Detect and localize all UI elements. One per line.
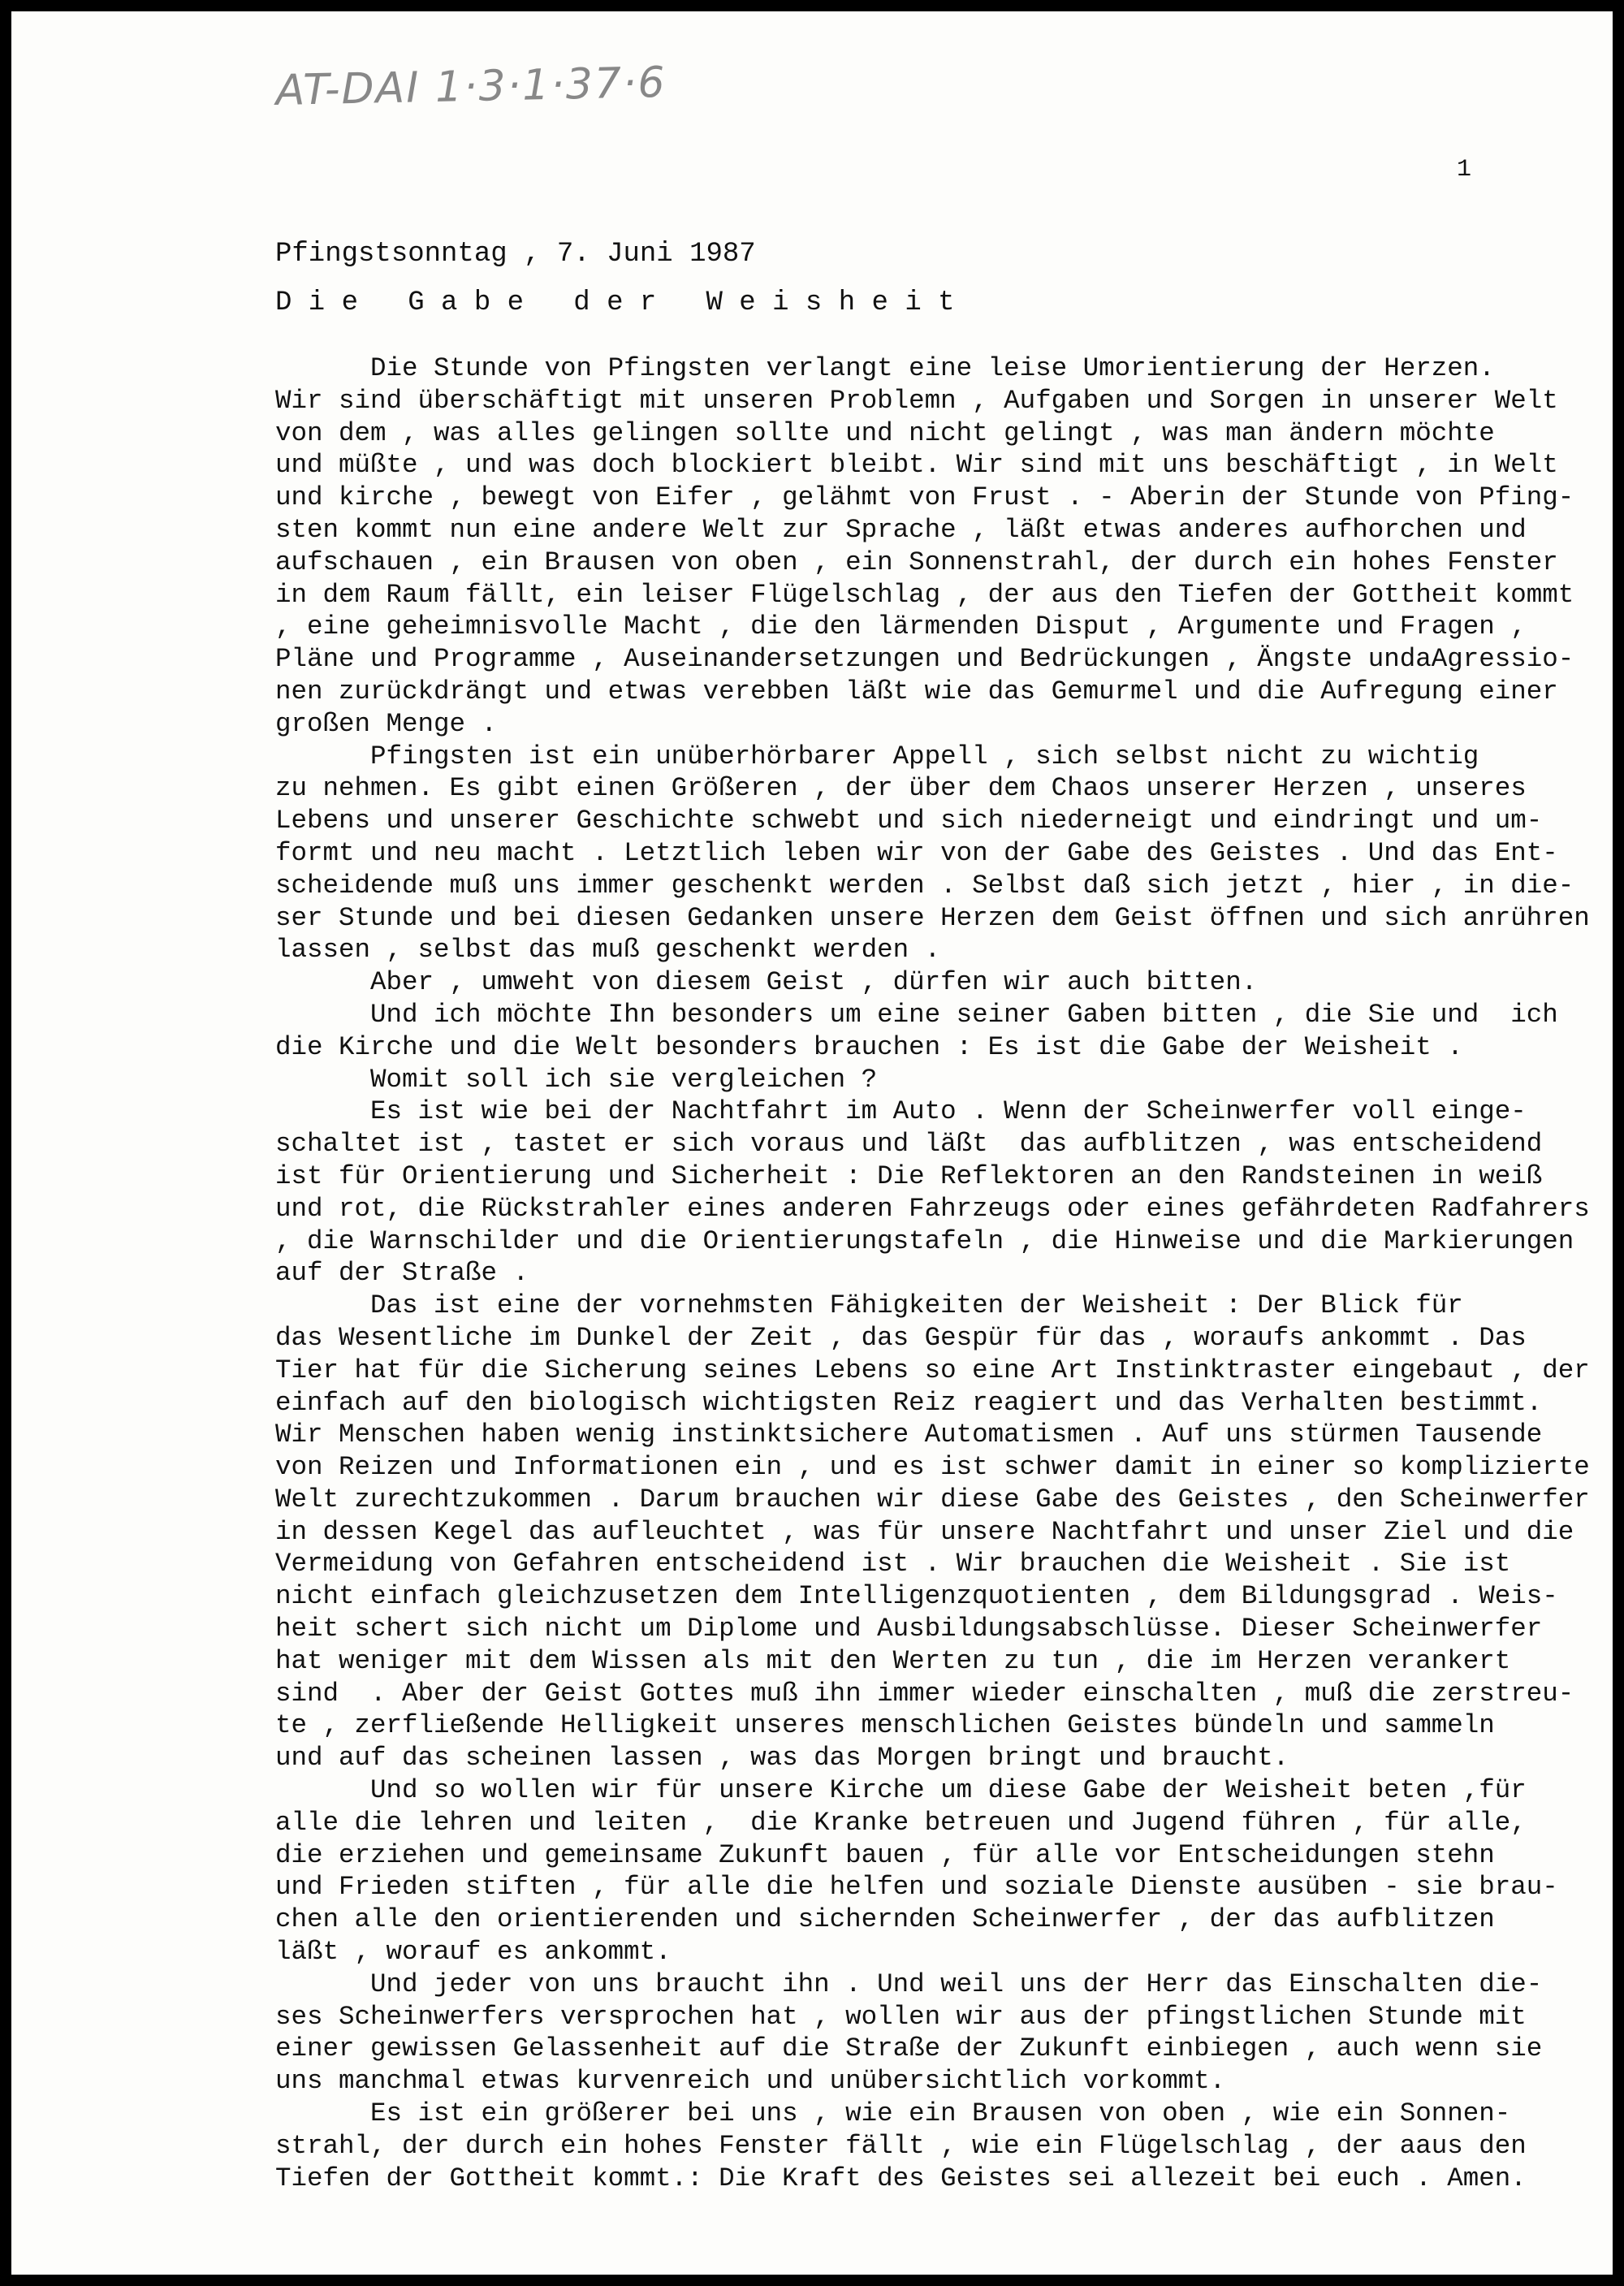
text-line: Es ist ein größerer bei uns , wie ein Brausen von oben , wie ein Sonnen-	[275, 2098, 1511, 2129]
text-line: hat weniger mit dem Wissen als mit den Werten zu tun , die im Herzen verankert	[275, 1645, 1511, 1676]
text-line: alle die lehren und leiten , die Kranke betreuen und Jugend führen , für alle,	[275, 1807, 1527, 1838]
text-line: , die Warnschilder und die Orientierungstafeln , die Hinweise und die Markierungen	[275, 1225, 1574, 1256]
text-line: großen Menge .	[275, 708, 498, 739]
text-line: von Reizen und Informationen ein , und es ist schwer damit in einer so komplizierte	[275, 1452, 1590, 1483]
text-line: Und ich möchte Ihn besonders um eine seiner Gaben bitten , die Sie und ich	[275, 999, 1558, 1030]
text-line: und kirche , bewegt von Eifer , gelähmt von Frust . - Aberin der Stunde von Pfing-	[275, 482, 1574, 513]
body-text	[275, 352, 1590, 2194]
text-line: ist für Orientierung und Sicherheit : Die Reflektoren an den Randsteinen in weiß	[275, 1160, 1543, 1191]
text-line: te , zerfließende Helligkeit unseres menschlichen Geistes bündeln und sammeln	[275, 1710, 1495, 1741]
text-line: Welt zurechtzukommen . Darum brauchen wir diese Gabe des Geistes , den Scheinwerfer	[275, 1484, 1590, 1515]
text-line: Lebens und unserer Geschichte schwebt und sich niederneigt und eindringt und um-	[275, 806, 1543, 836]
text-line: Tiefen der Gottheit kommt.: Die Kraft des Geistes sei allezeit bei euch . Amen.	[275, 2163, 1527, 2193]
document-title: D i e G a b e d e r W e i s h e i t	[275, 287, 955, 318]
text-line: auf der Straße .	[275, 1258, 529, 1289]
archive-reference: AT-DAI 1·3·1·37·6	[275, 58, 667, 115]
text-line: Es ist wie bei der Nachtfahrt im Auto . Wenn der Scheinwerfer voll einge-	[275, 1096, 1527, 1127]
text-line: Tier hat für die Sicherung seines Lebens so eine Art Instinktraster eingebaut , der	[275, 1355, 1590, 1385]
text-line: lassen , selbst das muß geschenkt werden .	[275, 935, 941, 966]
text-line: Wir sind überschäftigt mit unseren Problemn , Aufgaben und Sorgen in unserer Welt	[275, 385, 1558, 416]
text-line: aufschauen , ein Brausen von oben , ein Sonnenstrahl, der durch ein hohes Fenster	[275, 547, 1558, 577]
text-line: in dessen Kegel das aufleuchtet , was für unsere Nachtfahrt und unser Ziel und die	[275, 1516, 1574, 1547]
text-line: sind . Aber der Geist Gottes muß ihn immer wieder einschalten , muß die zerstreu-	[275, 1678, 1574, 1709]
text-line: scheidende muß uns immer geschenkt werden . Selbst daß sich jetzt , hier , in die-	[275, 870, 1574, 901]
text-line: Das ist eine der vornehmsten Fähigkeiten der Weisheit : Der Blick für	[275, 1290, 1463, 1321]
text-line: von dem , was alles gelingen sollte und nicht gelingt , was man ändern möchte	[275, 417, 1495, 448]
text-line: Die Stunde von Pfingsten verlangt eine leise Umorientierung der Herzen.	[275, 353, 1495, 383]
text-line: Vermeidung von Gefahren entscheidend ist . Wir brauchen die Weisheit . Sie ist	[275, 1549, 1511, 1579]
text-line: Wir Menschen haben wenig instinktsichere Automatismen . Auf uns stürmen Tausende	[275, 1420, 1543, 1450]
text-line: strahl, der durch ein hohes Fenster fällt , wie ein Flügelschlag , der aaus den	[275, 2130, 1527, 2161]
text-line: Pfingsten ist ein unüberhörbarer Appell , sich selbst nicht zu wichtig	[275, 741, 1479, 771]
text-line: Womit soll ich sie vergleichen ?	[275, 1064, 878, 1095]
text-line: einfach auf den biologisch wichtigsten Reiz reagiert und das Verhalten bestimmt.	[275, 1387, 1543, 1418]
text-line: und rot, die Rückstrahler eines anderen Fahrzeugs oder eines gefährdeten Radfahrers	[275, 1193, 1590, 1224]
text-line: und Frieden stiften , für alle die helfen und soziale Dienste ausüben - sie brau-	[275, 1872, 1558, 1903]
text-line: die erziehen und gemeinsame Zukunft bauen , für alle vor Entscheidungen stehn	[275, 1839, 1495, 1870]
text-line: nicht einfach gleichzusetzen dem Intelligenzquotienten , dem Bildungsgrad . Weis-	[275, 1581, 1558, 1612]
text-line: in dem Raum fällt, ein leiser Flügelschlag , der aus den Tiefen der Gottheit kommt	[275, 579, 1574, 610]
text-line: Und so wollen wir für unsere Kirche um diese Gabe der Weisheit beten ,für	[275, 1775, 1527, 1806]
text-line: formt und neu macht . Letztlich leben wir von der Gabe des Geistes . Und das Ent-	[275, 837, 1558, 868]
page-number: 1	[1457, 156, 1472, 184]
text-line: schaltet ist , tastet er sich voraus und läßt das aufblitzen , was entscheidend	[275, 1129, 1543, 1160]
text-line: Pläne und Programme , Auseinandersetzungen und Bedrückungen , Ängste undaAgressio-	[275, 644, 1574, 675]
text-line: sten kommt nun eine andere Welt zur Sprache , läßt etwas anderes aufhorchen und	[275, 514, 1527, 545]
text-line: heit schert sich nicht um Diplome und Ausbildungsabschlüsse. Dieser Scheinwerfer	[275, 1614, 1543, 1644]
text-line: zu nehmen. Es gibt einen Größeren , der über dem Chaos unserer Herzen , unseres	[275, 773, 1527, 804]
document-page	[11, 11, 1613, 2275]
date-line: Pfingstsonntag , 7. Juni 1987	[275, 239, 756, 270]
text-line: ser Stunde und bei diesen Gedanken unsere Herzen dem Geist öffnen und sich anrühren	[275, 902, 1590, 933]
text-line: chen alle den orientierenden und sichernden Scheinwerfer , der das aufblitzen	[275, 1904, 1495, 1935]
text-line: die Kirche und die Welt besonders brauchen : Es ist die Gabe der Weisheit .	[275, 1031, 1463, 1062]
text-line: , eine geheimnisvolle Macht , die den lärmenden Disput , Argumente und Fragen ,	[275, 611, 1527, 642]
text-line: Aber , umweht von diesem Geist , dürfen wir auch bitten.	[275, 967, 1258, 998]
text-line: Und jeder von uns braucht ihn . Und weil uns der Herr das Einschalten die-	[275, 1968, 1543, 1999]
text-line: und auf das scheinen lassen , was das Morgen bringt und braucht.	[275, 1743, 1289, 1774]
text-line: das Wesentliche im Dunkel der Zeit , das Gespür für das , woraufs ankommt . Das	[275, 1322, 1527, 1353]
text-line: läßt , worauf es ankommt.	[275, 1937, 672, 1968]
text-line: uns manchmal etwas kurvenreich und unübersichtlich vorkommt.	[275, 2066, 1226, 2097]
text-line: einer gewissen Gelassenheit auf die Straße der Zukunft einbiegen , auch wenn sie	[275, 2033, 1543, 2064]
text-line: ses Scheinwerfers versprochen hat , wollen wir aus der pfingstlichen Stunde mit	[275, 2001, 1527, 2032]
text-line: nen zurückdrängt und etwas verebben läßt wie das Gemurmel und die Aufregung einer	[275, 676, 1558, 707]
text-line: und müßte , und was doch blockiert bleibt. Wir sind mit uns beschäftigt , in Welt	[275, 450, 1558, 481]
